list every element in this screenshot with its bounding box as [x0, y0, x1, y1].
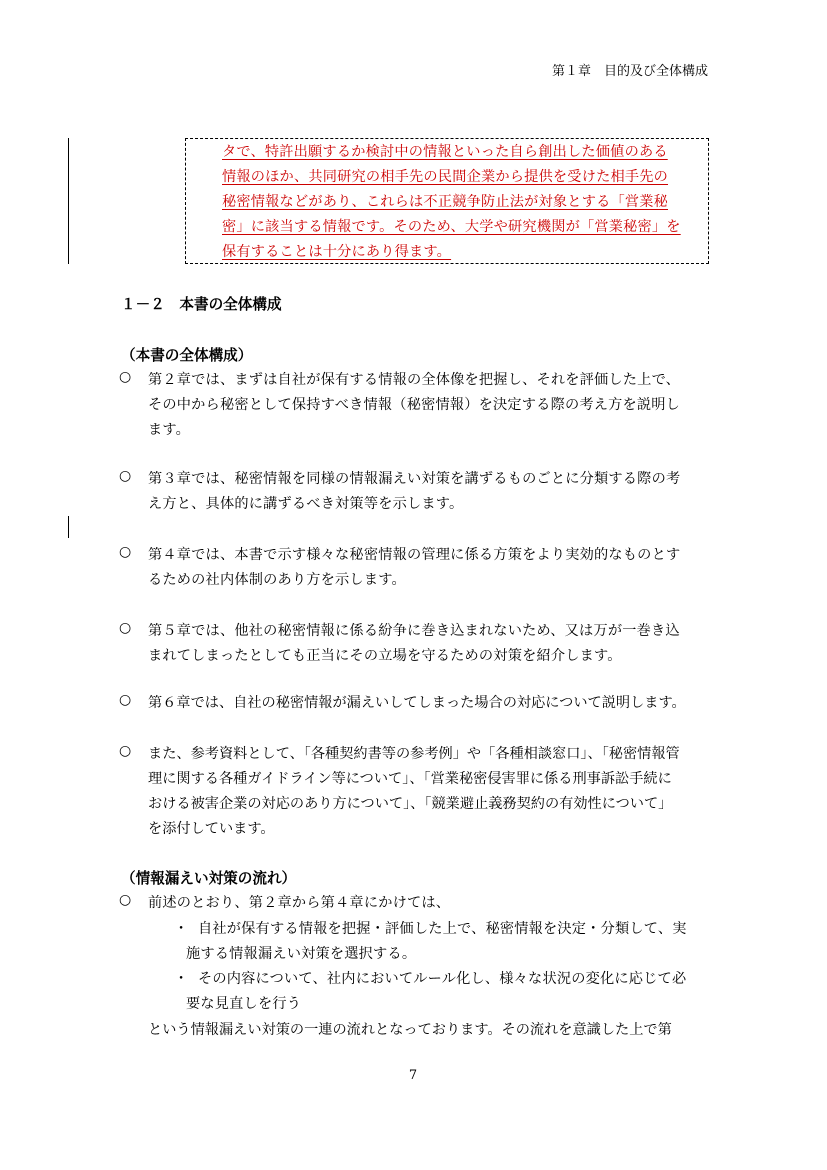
bullet-circle: ○	[119, 369, 132, 385]
overview-item-line: 第６章では、自社の秘密情報が漏えいしてしまった場合の対応について説明します。	[148, 695, 686, 711]
flow-heading: （情報漏えい対策の流れ）	[121, 870, 297, 887]
bullet-circle: ○	[119, 468, 132, 484]
overview-item-line: また、参考資料として、「各種契約書等の参考例」や「各種相談窓口」、「秘密情報管	[148, 746, 680, 762]
section-title: １－２ 本書の全体構成	[121, 296, 282, 313]
flow-subitem-line: その内容について、社内においてルール化し、様々な状況の変化に応じて必	[198, 971, 687, 987]
bullet-circle: ○	[119, 544, 132, 560]
sub-bullet-dot: ・	[174, 921, 189, 937]
overview-item-line: おける被害企業の対応のあり方について」、「競業避止義務契約の有効性について」	[148, 796, 673, 812]
chapter-header: 第１章 目的及び全体構成	[551, 64, 708, 79]
sub-bullet-dot: ・	[174, 971, 189, 987]
overview-item-line: るための社内体制のあり方を示します。	[148, 572, 406, 588]
flow-subitem-line: 施する情報漏えい対策を選択する。	[186, 946, 417, 962]
overview-heading: （本書の全体構成）	[121, 347, 253, 364]
revision-bar	[68, 138, 69, 264]
overview-item-line: 第３章では、秘密情報を同様の情報漏えい対策を講ずるものごとに分類する際の考	[148, 471, 681, 487]
bullet-circle: ○	[119, 692, 132, 708]
flow-intro: 前述のとおり、第２章から第４章にかけては、	[148, 895, 451, 911]
overview-item-line: を添付しています。	[148, 821, 275, 837]
flow-subitem-line: 要な見直しを行う	[186, 996, 302, 1012]
bullet-circle: ○	[119, 743, 132, 759]
flow-closing: という情報漏えい対策の一連の流れとなっております。その流れを意識した上で第	[148, 1022, 672, 1038]
note-line: 情報のほか、共同研究の相手先の民間企業から提供を受けた相手先の	[222, 169, 669, 185]
overview-item-line: 第２章では、まずは自社が保有する情報の全体像を把握し、それを評価した上で、	[148, 372, 681, 388]
overview-item-line: 第４章では、本書で示す様々な秘密情報の管理に係る方策をより実効的なものとす	[148, 547, 681, 563]
note-line: 保有することは十分にあり得ます。	[222, 244, 452, 260]
overview-item-line: 理に関する各種ガイドライン等について」、「営業秘密侵害罪に係る刑事訴訟手続に	[148, 771, 672, 787]
note-line: 密」に該当する情報です。そのため、大学や研究機関が「営業秘密」を	[222, 219, 681, 235]
note-line: タで、特許出願するか検討中の情報といった自ら創出した価値のある	[222, 144, 668, 160]
highlighted-note-box	[185, 138, 709, 264]
overview-item-line: その中から秘密として保持すべき情報（秘密情報）を決定する際の考え方を説明し	[148, 397, 681, 413]
revision-bar	[68, 516, 69, 538]
overview-item-line: ます。	[148, 422, 191, 438]
flow-subitem-line: 自社が保有する情報を把握・評価した上で、秘密情報を決定・分類して、実	[198, 921, 687, 937]
bullet-circle: ○	[119, 892, 132, 908]
page-number: 7	[408, 1068, 418, 1083]
bullet-circle: ○	[119, 620, 132, 636]
overview-item-line: え方と、具体的に講ずるべき対策等を示します。	[148, 496, 464, 512]
note-line: 秘密情報などがあり、これらは不正競争防止法が対象とする「営業秘	[222, 194, 669, 210]
overview-item-line: まれてしまったとしても正当にその立場を守るための対策を紹介します。	[148, 648, 622, 664]
overview-item-line: 第５章では、他社の秘密情報に係る紛争に巻き込まれないため、又は万が一巻き込	[148, 623, 680, 639]
